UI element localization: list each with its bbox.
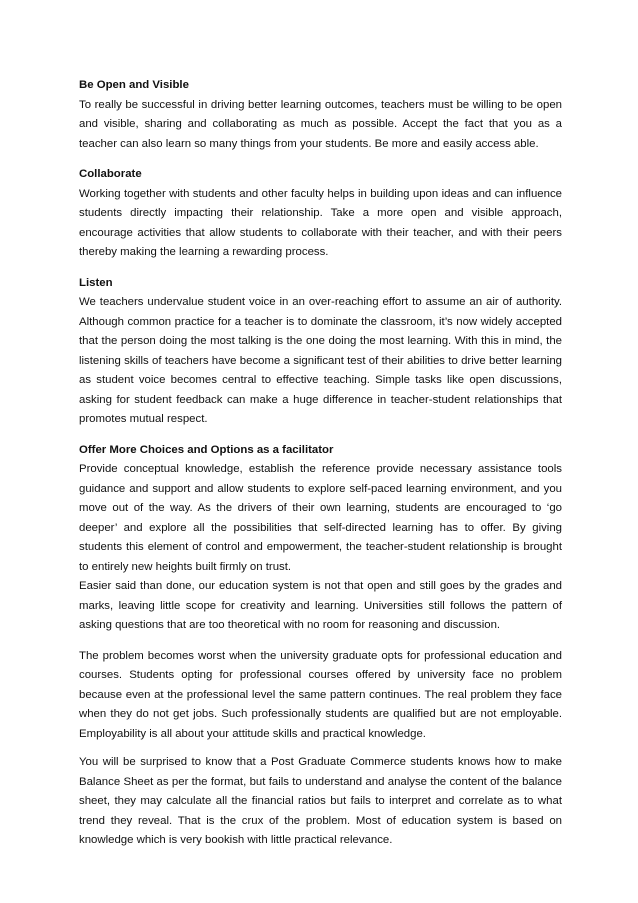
section-paragraph: Working together with students and other faculty helps in building upon ideas and can influence students directly impacting their relationship. Take a more open and visible approach, encourage activities that allow students to collaborate with their teacher, and with their peers thereby making the learning a rewarding process. [79, 187, 562, 258]
paragraph-spacer [79, 744, 562, 753]
section-paragraph: Provide conceptual knowledge, establish the reference provide necessary assistance tools guidance and support and allow students to explore self-paced learning environment, and you move out of the way. As the drivers of their own learning, students are encouraged to ‘go deeper’ and explore all the possibilities that self-directed learning has to offer. By giving students this element of control and empowerment, the teacher-student relationship is brought to entirely new heights built firmly on trust. [79, 463, 562, 573]
section-be-open-and-visible [79, 76, 562, 154]
section-listen [79, 274, 562, 430]
section-paragraph: Easier said than done, our education system is not that open and still goes by the grades and marks, leaving little scope for creativity and learning. Universities still follows the pattern of asking questions that are too theoretical with no room for reasoning and discussion. [79, 580, 562, 631]
section-heading: Offer More Choices and Options as a facilitator [79, 443, 334, 456]
body-paragraph: You will be surprised to know that a Post Graduate Commerce students knows how to make Balance Sheet as per the format, but fails to understand and analyse the content of the balance sheet, they may calculate all the financial ratios but fails to interpret and correlate as to what trend they reveal. That is the crux of the problem. Most of education system is based on knowledge which is very bookish with little practical relevance. [79, 756, 562, 846]
section-paragraph: We teachers undervalue student voice in an over-reaching effort to assume an air of authority. Although common practice for a teacher is to dominate the classroom, it’s now widely accepted that the person doing the most talking is the one doing the most learning. With this in mind, the listening skills of teachers have become a significant test of their abilities to drive better learning as student voice becomes central to effective teaching. Simple tasks like open discussions, asking for student feedback can make a huge difference in teacher-student relationships that promotes mutual respect. [79, 296, 562, 425]
section-heading: Listen [79, 276, 113, 289]
section-paragraph: To really be successful in driving better learning outcomes, teachers must be willing to be open and visible, sharing and collaborating as much as possible. Accept the fact that you as a teacher can also learn so many things from your students. Be more and easily access able. [79, 98, 562, 150]
document-page [79, 76, 562, 851]
section-heading: Collaborate [79, 168, 142, 180]
section-heading: Be Open and Visible [79, 79, 189, 91]
section-collaborate [79, 165, 562, 263]
section-offer-more-choices [79, 441, 562, 636]
body-paragraph: The problem becomes worst when the university graduate opts for professional education and courses. Students opting for professional courses offered by university face no problem because even at the professional level the same pattern continues. The real problem they face when they do not get jobs. Such professionally students are qualified but are not employable. Employability is all about your attitude skills and practical knowledge. [79, 649, 562, 740]
